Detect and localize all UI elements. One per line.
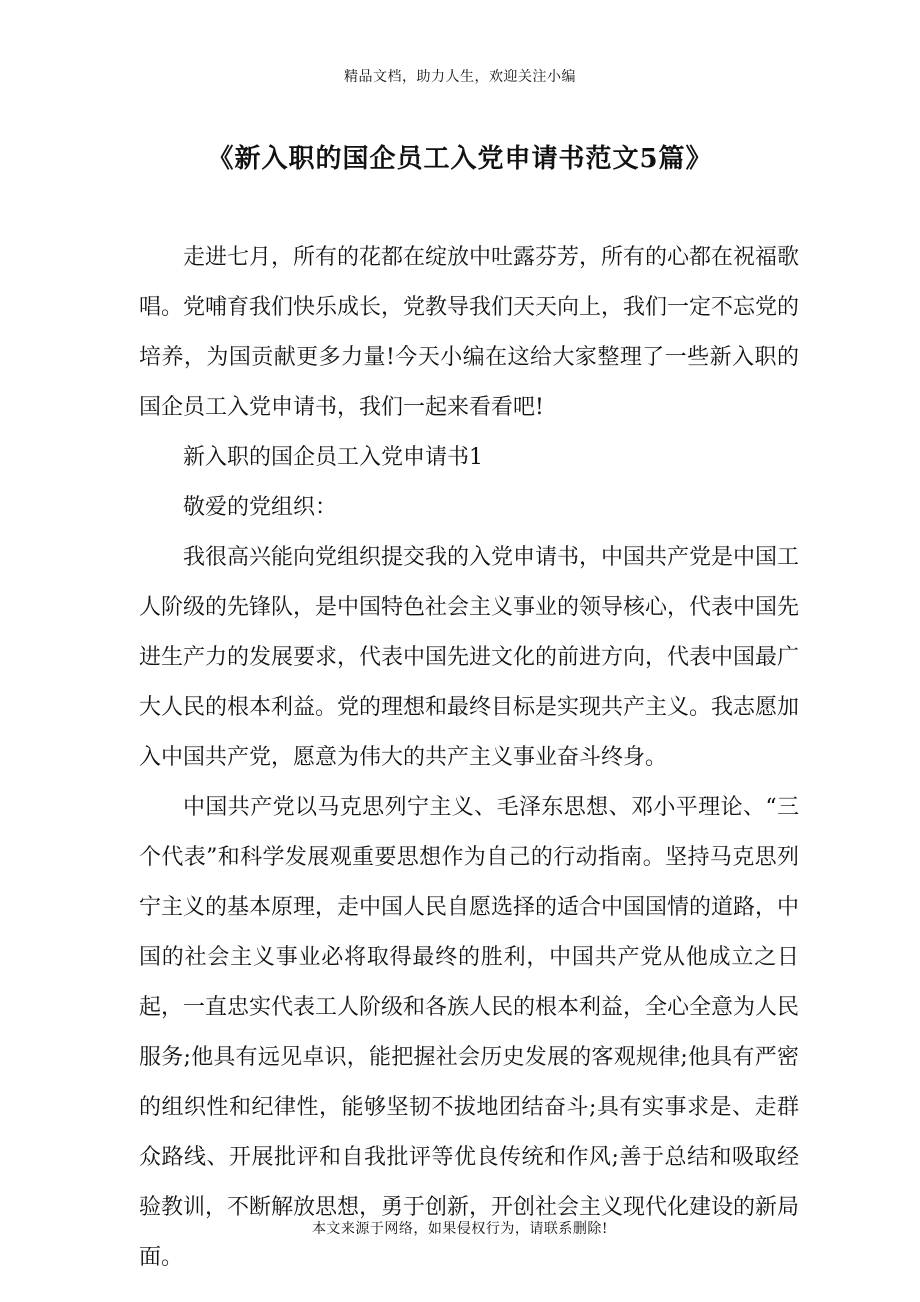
body-paragraph: 中国共产党以马克思列宁主义、毛泽东思想、邓小平理论、“三个代表”和科学发展观重要思想作为自己的行动指南。坚持马克思列宁主义的基本原理，走中国人民自愿选择的适合中国国情的道路，中国的社会主义事业必将取得最终的胜利，中国共产党从他成立之日起，一直忠实代表工人阶级和各族人民的根本利益，全心全意为人民服务;他具有远见卓识，能把握社会历史发展的客观规律;他具有严密的组织性和纪律性，能够坚韧不拔地团结奋斗;具有实事求是、走群众路线、开展批评和自我批评等优良传统和作风;善于总结和吸取经验教训，不断解放思想，勇于创新，开创社会主义现代化建设的新局面。	[139, 795, 800, 1270]
section-heading: 新入职的国企员工入党申请书1	[183, 445, 483, 470]
body-paragraph: 我很高兴能向党组织提交我的入党申请书，中国共产党是中国工人阶级的先锋队，是中国特色社会主义事业的领导核心，代表中国先进生产力的发展要求，代表中国先进文化的前进方向，代表中国最广大人民的根本利益。党的理想和最终目标是实现共产主义。我志愿加入中国共产党，愿意为伟大的共产主义事业奋斗终身。	[139, 545, 800, 770]
page-header: 精品文档，助力人生，欢迎关注小编	[344, 69, 576, 85]
document-title: 《新入职的国企员工入党申请书范文5篇》	[207, 144, 713, 174]
document-body	[139, 233, 799, 1283]
salutation: 敬爱的党组织：	[183, 495, 338, 520]
intro-paragraph: 走进七月，所有的花都在绽放中吐露芬芳，所有的心都在祝福歌唱。党哺育我们快乐成长，党教导我们天天向上，我们一定不忘党的培养，为国贡献更多力量!今天小编在这给大家整理了一些新入职的国企员工入党申请书，我们一起来看看吧!	[139, 245, 800, 420]
page-footer: 本文来源于网络，如果侵权行为，请联系删除!	[311, 1221, 609, 1237]
